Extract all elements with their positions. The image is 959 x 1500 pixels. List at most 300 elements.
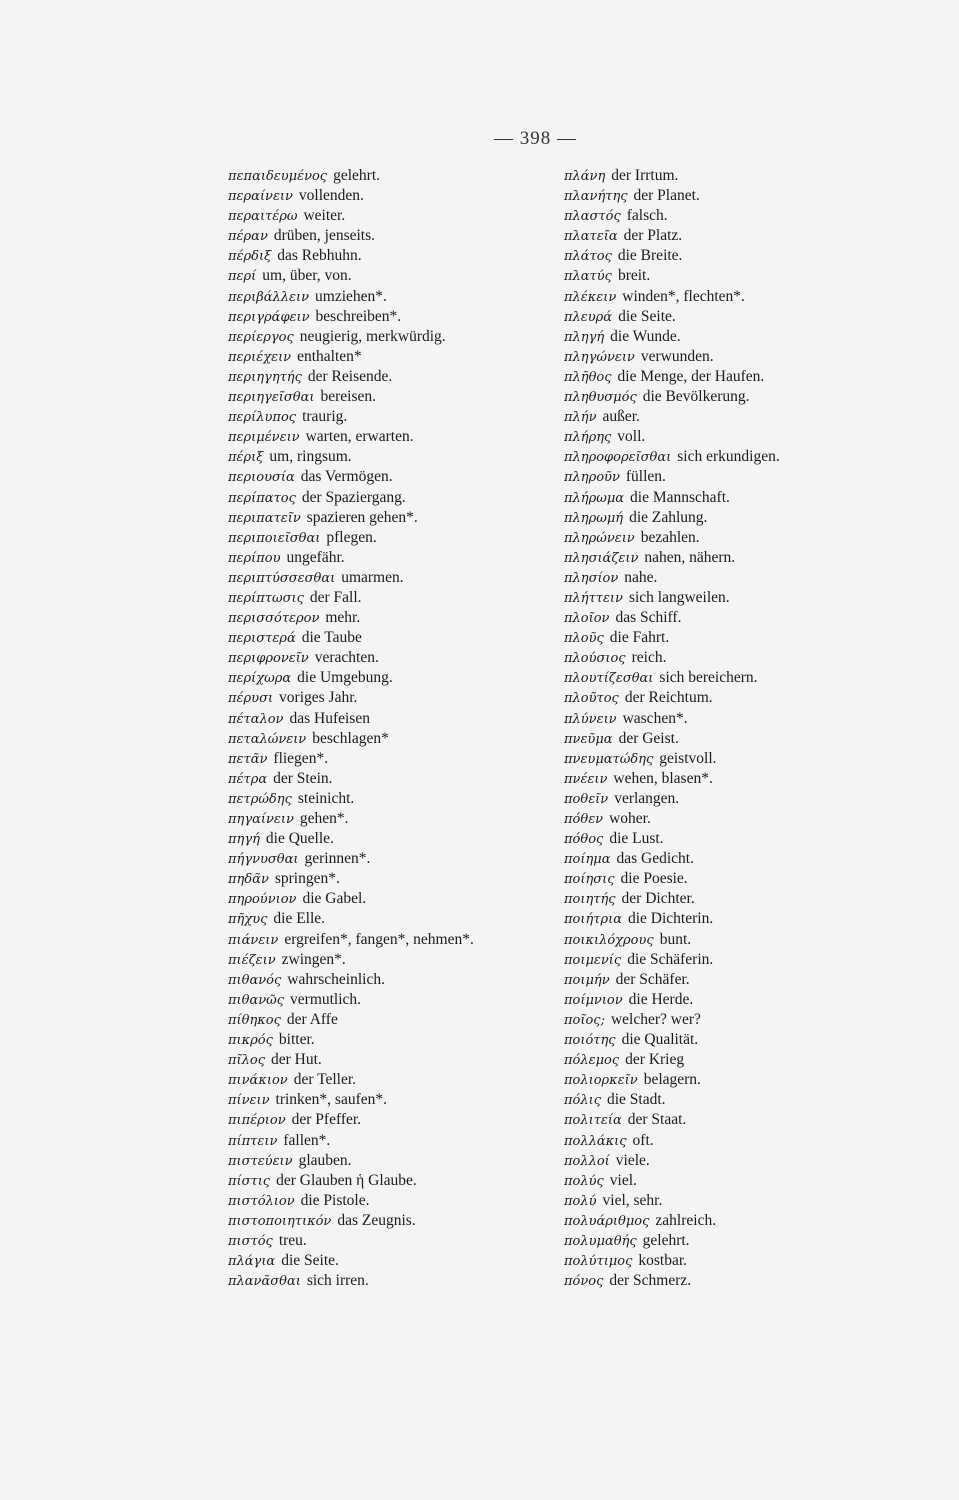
dictionary-entry [228,789,568,809]
german-translation: treu. [278,1231,307,1249]
dictionary-entry [228,990,568,1010]
greek-headword: ποιότης [564,1033,616,1049]
dictionary-entry [564,427,894,447]
german-translation: das Zeugnis. [337,1211,416,1229]
dictionary-entry [228,1110,568,1130]
dictionary-entry [228,1070,568,1090]
greek-headword: πλουτίζεσθαι [564,671,654,687]
german-translation: die Schäferin. [627,950,714,968]
greek-headword: πολυάριθμος [564,1213,650,1229]
dictionary-entry [564,1151,894,1171]
greek-headword: περίπατος [228,490,296,506]
greek-headword: περί [228,269,257,285]
greek-headword: ποθεῖν [564,791,609,807]
german-translation: vermutlich. [290,990,362,1008]
greek-headword: πιστεύειν [228,1153,293,1169]
german-translation: ergreifen*, fangen*, nehmen*. [284,930,474,948]
dictionary-entry [564,1271,894,1291]
dictionary-entry [564,889,894,909]
greek-headword: περιπτύσσεσθαι [228,570,336,586]
greek-headword: πλήρης [564,430,612,446]
german-translation: der Affe [286,1010,338,1028]
dictionary-entry [228,950,568,970]
greek-headword: πέρδιξ [228,249,272,265]
dictionary-entry [564,869,894,889]
greek-headword: πλέκειν [564,289,617,305]
greek-headword: πέρυσι [228,691,274,707]
dictionary-entry [564,1131,894,1151]
greek-headword: περίλυπος [228,410,297,426]
german-translation: der Schäfer. [615,970,690,988]
greek-headword: πόλις [564,1093,601,1109]
dictionary-entry [228,327,568,347]
german-translation: der Geist. [618,729,679,747]
dictionary-entry [564,508,894,528]
dictionary-entry [228,970,568,990]
left-column [228,166,568,1291]
german-translation: der Schmerz. [609,1272,692,1290]
greek-headword: ποιμενίς [564,952,622,968]
german-translation: die Quelle. [265,830,334,848]
dictionary-entry [228,246,568,266]
german-translation: wehen, blasen*. [613,769,713,787]
german-translation: weiter. [303,207,346,225]
german-translation: viel, sehr. [602,1191,663,1209]
dictionary-entry [228,307,568,327]
german-translation: die Poesie. [620,870,688,888]
dictionary-entry [228,1231,568,1251]
dictionary-entry [564,1251,894,1271]
greek-headword: πετᾶν [228,751,268,767]
greek-headword: περιγράφειν [228,309,310,325]
german-translation: gehen*. [299,810,349,827]
greek-headword: πολύ [564,1193,597,1209]
german-translation: der Fall. [309,588,362,606]
dictionary-entry [228,1171,568,1191]
dictionary-entry [564,1050,894,1070]
greek-headword: πηδᾶν [228,872,269,888]
german-translation: kostbar. [638,1252,688,1270]
dictionary-entry [228,488,568,508]
greek-headword: πλησίον [564,570,619,586]
german-translation: das Rebhuhn. [277,247,362,265]
dictionary-entry [564,206,894,226]
greek-headword: πολύτιμος [564,1254,633,1270]
dictionary-entry [564,608,894,628]
greek-headword: περιμένειν [228,430,300,446]
german-translation: die Wunde. [610,327,681,345]
dictionary-entry [564,407,894,427]
german-translation: glauben. [298,1151,352,1169]
greek-headword: πολιτεία [564,1113,622,1129]
dictionary-entry [228,287,568,307]
dictionary-entry [228,930,568,950]
german-translation: die Stadt. [607,1091,666,1109]
dictionary-entry [564,668,894,688]
german-translation: der Pfeffer. [291,1111,362,1129]
german-translation: der Stein. [273,769,333,787]
greek-headword: πίθηκος [228,1012,281,1028]
greek-headword: πληρώνειν [564,530,635,546]
german-translation: oft. [632,1131,654,1149]
dictionary-entry [228,668,568,688]
dictionary-entry [228,829,568,849]
dictionary-entry [564,1231,894,1251]
german-translation: nahen, nähern. [644,548,736,566]
german-translation: steinicht. [297,789,355,807]
dictionary-entry [564,347,894,367]
greek-headword: πικρός [228,1033,273,1049]
german-translation: verlangen. [614,789,680,807]
greek-headword: πέταλον [228,711,284,727]
greek-headword: πληγή [564,329,605,345]
german-translation: der Hut. [271,1051,322,1069]
greek-headword: πληροφορεῖσθαι [564,450,672,466]
german-translation: außer. [602,408,640,426]
german-translation: der Glauben ἡ Glaube. [276,1171,417,1189]
dictionary-entry [228,367,568,387]
greek-headword: πνεῦμα [564,731,613,747]
german-translation: die Dichterin. [627,910,714,928]
german-translation: der Platz. [623,227,683,245]
dictionary-entry [564,488,894,508]
greek-headword: ποιήτρια [564,912,622,928]
greek-headword: πετρώδης [228,791,292,807]
dictionary-entry [228,648,568,668]
greek-headword: πῖλος [228,1053,265,1069]
dictionary-entry [564,1110,894,1130]
greek-headword: πηρούνιον [228,892,297,908]
german-translation: der Reichtum. [624,689,713,707]
greek-headword: πληρωμή [564,510,624,526]
greek-headword: πληθυσμός [564,390,637,406]
dictionary-entry [564,849,894,869]
greek-headword: πηγαίνειν [228,812,294,827]
german-translation: die Zahlung. [629,508,708,526]
german-translation: sich bereichern. [659,669,758,687]
greek-headword: περίχωρα [228,671,292,687]
dictionary-entry [564,548,894,568]
german-translation: beschreiben*. [315,307,402,325]
greek-headword: πλούσιος [564,651,626,667]
greek-headword: ποίησις [564,872,615,888]
german-translation: bunt. [659,930,692,948]
dictionary-entry [228,1271,568,1291]
dictionary-entry [228,447,568,467]
greek-headword: πιπέριον [228,1113,286,1129]
dictionary-entry [564,789,894,809]
greek-headword: πλάγια [228,1254,276,1270]
greek-headword: πλευρά [564,309,613,325]
greek-headword: ποικιλόχρους [564,932,654,948]
german-translation: waschen*. [622,709,688,727]
greek-headword: πλατεῖα [564,229,618,245]
german-translation: die Lust. [609,830,664,848]
german-translation: enthalten* [297,347,362,365]
greek-headword: πιστόλιον [228,1193,295,1209]
german-translation: um, über, von. [262,267,352,285]
dictionary-entry [564,588,894,608]
greek-headword: πέριξ [228,450,264,466]
german-translation: die Gabel. [302,890,367,908]
right-column [564,166,894,1291]
dictionary-entry [228,1251,568,1271]
greek-headword: πιστός [228,1233,273,1249]
dictionary-entry [564,648,894,668]
greek-headword: πλάνη [564,169,606,184]
dictionary-entry [564,287,894,307]
greek-headword: πῆχυς [228,912,268,928]
greek-headword: περίπτωσις [228,590,304,606]
greek-headword: πολυμαθής [564,1233,637,1249]
greek-headword: πιέζειν [228,952,276,968]
greek-headword: πλανᾶσθαι [228,1274,301,1290]
german-translation: der Spaziergang. [301,488,406,506]
german-translation: das Vermögen. [300,468,393,486]
dictionary-entry [564,950,894,970]
german-translation: der Teller. [293,1071,357,1089]
dictionary-entry [228,347,568,367]
german-translation: die Taube [301,629,362,647]
dictionary-entry [228,528,568,548]
dictionary-entry [228,1010,568,1030]
dictionary-entry [228,1050,568,1070]
german-translation: zahlreich. [655,1211,717,1229]
greek-headword: πολύς [564,1173,604,1189]
german-translation: der Krieg [625,1051,685,1069]
german-translation: die Menge, der Haufen. [617,367,765,385]
greek-headword: ποίημα [564,852,611,868]
german-translation: traurig. [302,408,348,426]
dictionary-entry [228,548,568,568]
greek-headword: περιποιεῖσθαι [228,530,321,546]
dictionary-entry [564,226,894,246]
german-translation: der Irrtum. [611,167,679,184]
greek-headword: περιστερά [228,631,296,647]
german-translation: verwunden. [640,347,714,365]
greek-headword: πληγώνειν [564,349,635,365]
greek-headword: περιβάλλειν [228,289,310,305]
dictionary-entry [228,427,568,447]
german-translation: die Seite. [618,307,676,325]
german-translation: mehr. [325,609,361,627]
dictionary-entry [228,849,568,869]
greek-headword: πέραν [228,229,268,245]
greek-headword: πολλοί [564,1153,610,1169]
dictionary-entry [228,467,568,487]
german-translation: winden*, flechten*. [622,287,745,305]
greek-headword: ποίμνιον [564,992,623,1008]
greek-headword: πλησιάζειν [564,550,639,566]
german-translation: welcher? wer? [610,1010,701,1028]
dictionary-entry [564,1010,894,1030]
greek-headword: περαιτέρω [228,209,298,225]
german-translation: drüben, jenseits. [273,227,376,245]
greek-headword: πεπαιδευμένος [228,169,328,184]
german-translation: füllen. [625,468,666,486]
dictionary-entry [228,407,568,427]
greek-headword: πεταλώνειν [228,731,307,747]
german-translation: bereisen. [320,388,376,406]
greek-headword: πολιορκεῖν [564,1073,638,1089]
page-number: — 398 — [494,128,577,149]
dictionary-entry [564,1171,894,1191]
german-translation: bitter. [278,1031,315,1049]
german-translation: warten, erwarten. [305,428,414,446]
german-translation: pflegen. [326,528,377,546]
greek-headword: πλατύς [564,269,612,285]
dictionary-entry [228,387,568,407]
greek-headword: περιηγεῖσθαι [228,390,315,406]
german-translation: sich erkundigen. [677,448,780,466]
dictionary-entry [228,809,568,829]
dictionary-entry [564,1211,894,1231]
greek-headword: πλάτος [564,249,612,265]
german-translation: umarmen. [341,568,404,586]
dictionary-entry [228,628,568,648]
dictionary-entry [564,970,894,990]
greek-headword: πόθος [564,832,604,848]
german-translation: ungefähr. [286,548,345,566]
dictionary-entry [228,1211,568,1231]
dictionary-entry [228,1030,568,1050]
dictionary-entry [564,186,894,206]
dictionary-entry [228,709,568,729]
german-translation: das Schiff. [615,609,682,627]
greek-headword: πήγνυσθαι [228,852,299,868]
greek-headword: πόνος [564,1274,604,1290]
dictionary-entry [564,528,894,548]
dictionary-entry [228,588,568,608]
dictionary-entry [228,266,568,286]
dictionary-entry [228,769,568,789]
german-translation: vollenden. [298,187,364,205]
dictionary-entry [228,1191,568,1211]
greek-headword: περιπατεῖν [228,510,301,526]
dictionary-entry [228,869,568,889]
greek-headword: περίπου [228,550,281,566]
german-translation: der Planet. [633,187,700,205]
greek-headword: πληροῦν [564,470,620,486]
dictionary-entry [228,608,568,628]
german-translation: fallen*. [283,1131,331,1149]
dictionary-entry [228,1090,568,1110]
greek-headword: πολλάκις [564,1133,627,1149]
dictionary-entry [564,769,894,789]
greek-headword: ποῖος; [564,1012,605,1028]
dictionary-entry [564,628,894,648]
greek-headword: πλήρωμα [564,490,625,506]
greek-headword: πιθανός [228,972,282,988]
greek-headword: πλύνειν [564,711,617,727]
greek-headword: πλοῖον [564,611,610,627]
dictionary-entry [564,749,894,769]
dictionary-entry [228,186,568,206]
german-translation: die Elle. [273,910,326,928]
dictionary-entry [564,447,894,467]
german-translation: das Gedicht. [616,850,694,868]
greek-headword: πιάνειν [228,932,279,948]
dictionary-entry [228,226,568,246]
dictionary-entry [564,467,894,487]
dictionary-entry [564,1090,894,1110]
german-translation: die Umgebung. [297,669,393,687]
dictionary-entry [228,568,568,588]
dictionary-entry [228,889,568,909]
german-translation: die Herde. [628,990,694,1008]
greek-headword: πόλεμος [564,1053,620,1069]
dictionary-entry [564,829,894,849]
german-translation: voriges Jahr. [279,689,358,707]
german-translation: nahe. [624,568,658,586]
german-translation: die Qualität. [621,1031,699,1049]
greek-headword: πιθανῶς [228,992,285,1008]
german-translation: voll. [617,428,646,446]
german-translation: wahrscheinlich. [287,970,385,988]
greek-headword: πνευματώδης [564,751,654,767]
german-translation: reich. [631,649,667,667]
german-translation: um, ringsum. [269,448,352,466]
german-translation: die Seite. [281,1252,339,1270]
german-translation: viele. [615,1151,650,1169]
greek-headword: πηγή [228,832,260,848]
dictionary-entry [564,1030,894,1050]
greek-headword: πλανήτης [564,189,628,205]
german-translation: gerinnen*. [304,850,371,868]
greek-headword: περιέχειν [228,349,292,365]
dictionary-entry [564,266,894,286]
dictionary-entry [228,1151,568,1171]
greek-headword: πόθεν [564,812,604,827]
dictionary-entry [228,749,568,769]
dictionary-entry [564,729,894,749]
dictionary-entry [228,1131,568,1151]
greek-headword: πιστοποιητικόν [228,1213,332,1229]
dictionary-entry [564,307,894,327]
german-translation: springen*. [274,870,340,888]
dictionary-entry [564,166,894,186]
greek-headword: πίπτειν [228,1133,278,1149]
german-translation: die Fahrt. [609,629,670,647]
greek-headword: πλοῦτος [564,691,619,707]
greek-headword: πίνειν [228,1093,270,1109]
german-translation: gelehrt. [642,1231,690,1249]
german-translation: breit. [617,267,651,285]
german-translation: der Staat. [627,1111,687,1129]
german-translation: umziehen*. [315,287,387,305]
german-translation: sich langweilen. [628,588,730,606]
german-translation: gelehrt. [333,167,381,184]
german-translation: verachten. [314,649,379,667]
greek-headword: περισσότερον [228,611,320,627]
dictionary-entry [564,327,894,347]
dictionary-entry [564,809,894,829]
dictionary-entry [564,909,894,929]
greek-headword: πλήν [564,410,597,426]
dictionary-entry [564,930,894,950]
greek-headword: πλοῦς [564,631,604,647]
dictionary-entry [228,909,568,929]
german-translation: die Mannschaft. [630,488,730,506]
greek-headword: ποιμήν [564,972,610,988]
greek-headword: πίστις [228,1173,271,1189]
german-translation: geistvoll. [659,749,717,767]
dictionary-entry [564,990,894,1010]
greek-headword: ποιητής [564,892,616,908]
german-translation: viel. [609,1171,637,1189]
german-translation: die Bevölkerung. [642,388,750,406]
greek-headword: περαίνειν [228,189,293,205]
